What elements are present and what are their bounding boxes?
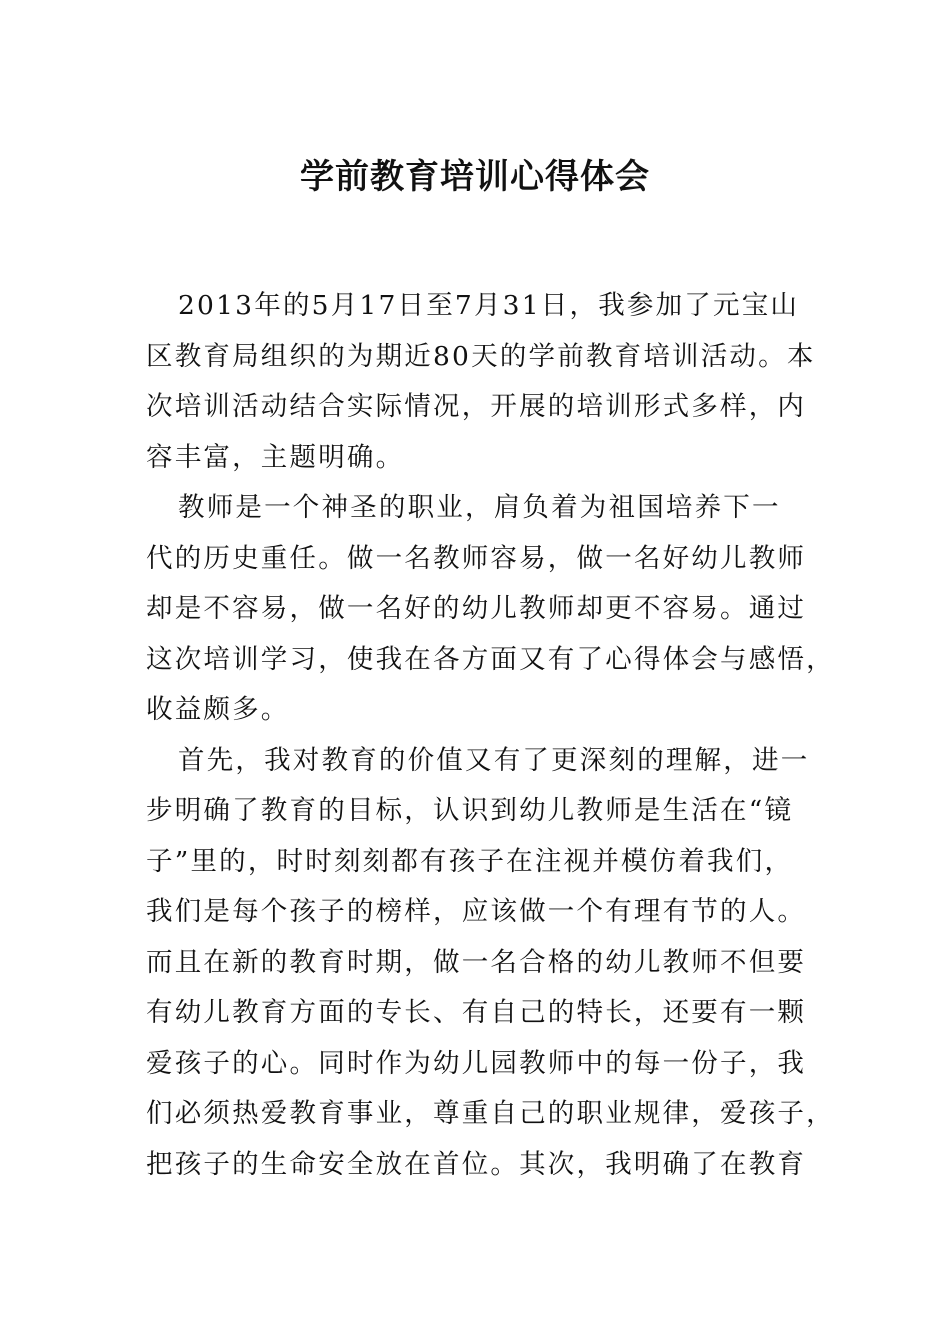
paragraph-1 bbox=[146, 281, 826, 483]
text-line: 首先，我对教育的价值又有了更深刻的理解，进一 bbox=[178, 744, 810, 776]
text-line: 2013年的5月17日至7月31日，我参加了元宝山 bbox=[178, 290, 800, 321]
text-line: 们必须热爱教育事业，尊重自己的职业规律，爱孩子， bbox=[146, 1098, 835, 1129]
paragraph-3 bbox=[146, 736, 835, 1191]
text-line: 教师是一个神圣的职业，肩负着为祖国培养下一 bbox=[178, 492, 781, 523]
paragraph-2 bbox=[146, 483, 835, 736]
text-line: 爱孩子的心。同时作为幼儿园教师中的每一份子，我 bbox=[146, 1047, 807, 1079]
text-line: 却是不容易，做一名好的幼儿教师却更不容易。通过 bbox=[146, 593, 807, 624]
document-body bbox=[146, 281, 835, 1190]
text-line: 这次培训学习，使我在各方面又有了心得体会与感悟， bbox=[146, 643, 835, 675]
text-line: 把孩子的生命安全放在首位。其次，我明确了在教育 bbox=[146, 1148, 807, 1180]
document-title: 学前教育培训心得体会 bbox=[300, 157, 650, 197]
text-line: 而且在新的教育时期，做一名合格的幼儿教师不但要 bbox=[146, 946, 807, 978]
text-line: 区教育局组织的为期近80天的学前教育培训活动。本 bbox=[146, 340, 816, 372]
text-line: 容丰富，主题明确。 bbox=[146, 441, 405, 473]
text-line: 我们是每个孩子的榜样，应该做一个有理有节的人。 bbox=[146, 896, 807, 927]
text-line: 子”里的，时时刻刻都有孩子在注视并模仿着我们， bbox=[146, 845, 794, 877]
text-line: 收益颇多。 bbox=[146, 694, 290, 725]
text-line: 步明确了教育的目标，认识到幼儿教师是生活在“镜 bbox=[146, 795, 794, 826]
text-line: 有幼儿教育方面的专长、有自己的特长，还要有一颗 bbox=[146, 997, 807, 1028]
text-line: 代的历史重任。做一名教师容易，做一名好幼儿教师 bbox=[146, 542, 807, 574]
text-line: 次培训活动结合实际情况，开展的培训形式多样，内 bbox=[146, 391, 807, 422]
